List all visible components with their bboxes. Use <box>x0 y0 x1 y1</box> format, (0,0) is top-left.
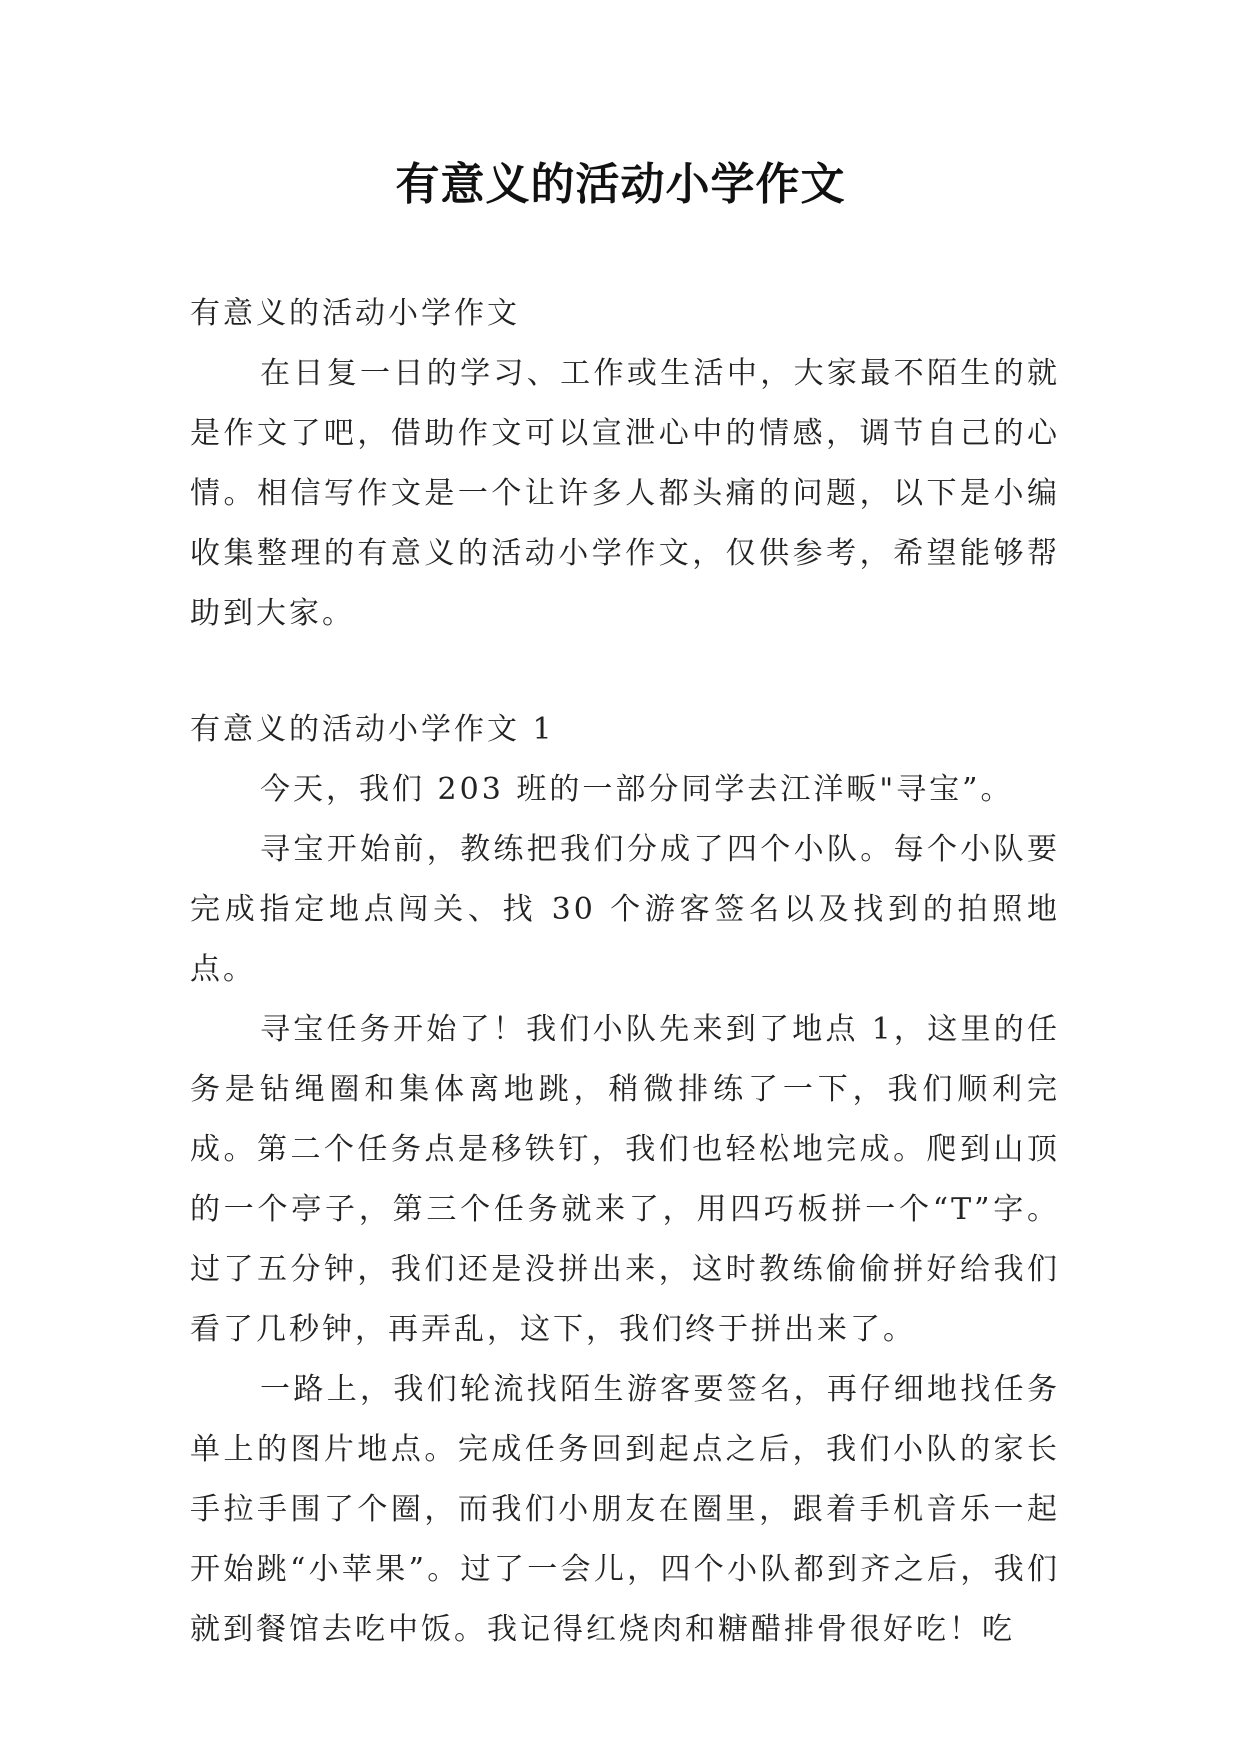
section-spacer <box>190 644 1060 700</box>
document-title: 有意义的活动小学作文 <box>395 159 846 210</box>
essay-paragraph-3: 寻宝任务开始了！我们小队先来到了地点 1，这里的任务是钻绳圈和集体离地跳，稍微排练了一下，我们顺利完成。第二个任务点是移铁钉，我们也轻松地完成。爬到山顶的一个亭子，第三个任务就来了，用四巧板拼一个“T”字。过了五分钟，我们还是没拼出来，这时教练偷偷拼好给我们看了几秒钟，再弄乱，这下，我们终于拼出来了。 <box>190 1012 1060 1347</box>
essay-paragraph-4: 一路上，我们轮流找陌生游客要签名，再仔细地找任务单上的图片地点。完成任务回到起点之后，我们小队的家长手拉手围了个圈，而我们小朋友在圈里，跟着手机音乐一起开始跳“小苹果”。过了一会儿，四个小队都到齐之后，我们就到餐馆去吃中饭。我记得红烧肉和糖醋排骨很好吃！吃 <box>190 1372 1060 1647</box>
essay-heading: 有意义的活动小学作文 1 <box>190 712 555 747</box>
essay-paragraph-1: 今天，我们 203 班的一部分同学去江洋畈"寻宝”。 <box>260 772 1014 807</box>
essay-paragraph-2: 寻宝开始前，教练把我们分成了四个小队。每个小队要完成指定地点闯关、找 30 个游客签名以及找到的拍照地点。 <box>190 832 1060 987</box>
intro-paragraph: 在日复一日的学习、工作或生活中，大家最不陌生的就是作文了吧，借助作文可以宣泄心中的情感，调节自己的心情。相信写作文是一个让许多人都头痛的问题，以下是小编收集整理的有意义的活动小学作文，仅供参考，希望能够帮助到大家。 <box>190 356 1060 631</box>
document-body <box>190 284 1060 1660</box>
intro-heading: 有意义的活动小学作文 <box>190 296 520 331</box>
